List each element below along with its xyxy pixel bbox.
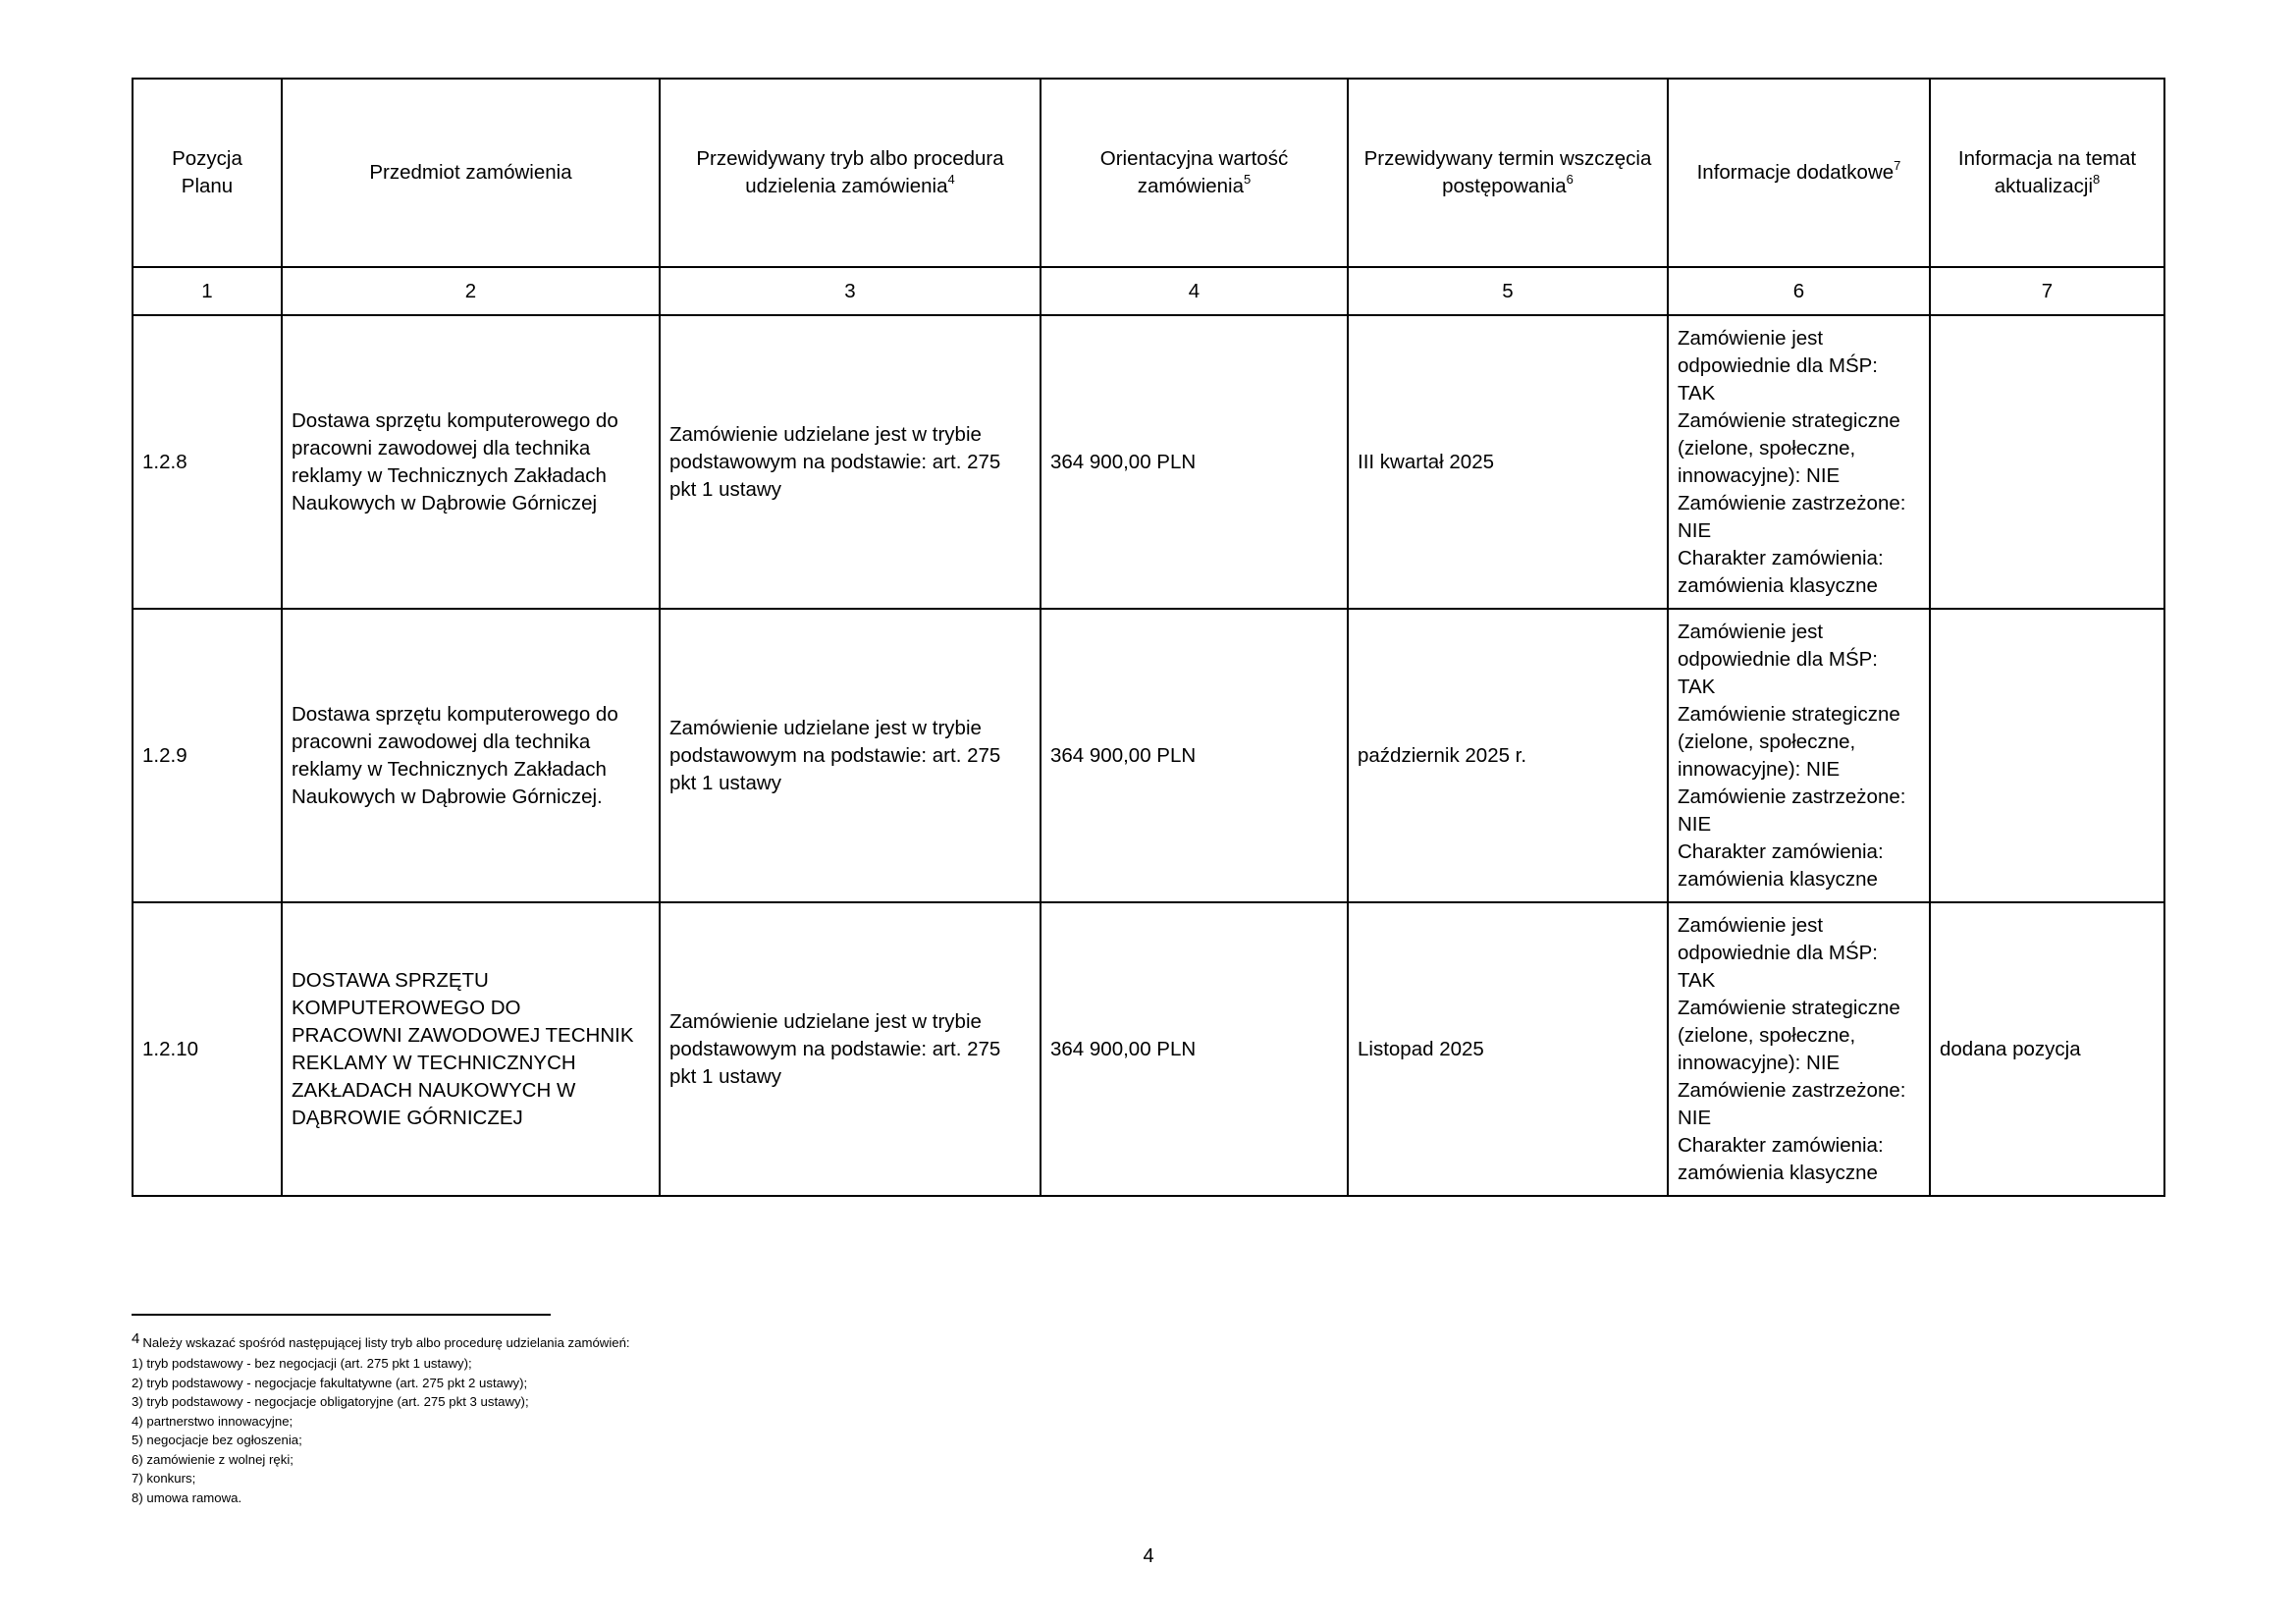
header-position	[133, 79, 282, 267]
column-number: 4	[1041, 267, 1348, 315]
column-number: 2	[282, 267, 660, 315]
cell-position: 1.2.9	[133, 609, 282, 902]
footnote-list-item: 2) tryb podstawowy - negocjacje fakultatywne (art. 275 pkt 2 ustawy);	[132, 1375, 528, 1390]
info-line: innowacyjne): NIE	[1678, 757, 1841, 781]
footnote-list-item: 6) zamówienie z wolnej ręki;	[132, 1451, 294, 1467]
header-subject-line-1: Przedmiot zamówienia	[369, 161, 572, 184]
info-line: NIE	[1678, 812, 1712, 836]
footnote-4	[132, 1328, 1309, 1354]
footnote-ref-4[interactable]: 4	[947, 172, 955, 188]
footnotes	[132, 1328, 1309, 1507]
header-term-line-1: Przewidywany termin wszczęcia	[1363, 147, 1652, 170]
subject-line: DĄBROWIE GÓRNICZEJ	[292, 1106, 523, 1129]
cell-update	[1930, 315, 2164, 609]
footnote-ref-6[interactable]: 6	[1566, 172, 1574, 188]
info-line: Zamówienie zastrzeżone:	[1678, 784, 1906, 808]
header-value-line-1: Orientacyjna wartość	[1099, 147, 1289, 170]
footnote-ref-8[interactable]: 8	[2093, 172, 2101, 188]
header-update-line-2: aktualizacji	[1994, 175, 2094, 197]
header-info-line-1: Informacje dodatkowe	[1696, 161, 1895, 184]
procedure-line: Zamówienie udzielane jest w trybie	[669, 1009, 982, 1033]
cell-subject	[282, 315, 660, 609]
cell-subject	[282, 902, 660, 1196]
cell-info	[1668, 609, 1930, 902]
subject-line: Dostawa sprzętu komputerowego do	[292, 408, 618, 432]
subject-line: DOSTAWA SPRZĘTU	[292, 968, 489, 992]
footnote-ref-5[interactable]: 5	[1244, 172, 1252, 188]
footnote-intro: Należy wskazać spośród następującej listy tryb albo procedurę udzielania zamówień:	[142, 1335, 630, 1350]
info-line: TAK	[1678, 381, 1716, 405]
procedure-line: podstawowym na podstawie: art. 275	[669, 743, 1001, 767]
footnote-mark: 4	[132, 1330, 140, 1347]
info-line: Zamówienie jest	[1678, 913, 1824, 937]
info-line: odpowiednie dla MŚP:	[1678, 353, 1878, 377]
subject-line: reklamy w Technicznych Zakładach	[292, 463, 607, 487]
cell-procedure	[660, 902, 1041, 1196]
header-update-line-1: Informacja na temat	[1957, 147, 2137, 170]
cell-value: 364 900,00 PLN	[1041, 609, 1348, 902]
header-update	[1930, 79, 2164, 267]
info-line: odpowiednie dla MŚP:	[1678, 647, 1878, 671]
header-procedure-line-2: udzielenia zamówienia	[745, 175, 948, 197]
cell-position: 1.2.8	[133, 315, 282, 609]
procedure-line: podstawowym na podstawie: art. 275	[669, 1037, 1001, 1060]
footnote-list-item: 5) negocjacje bez ogłoszenia;	[132, 1433, 302, 1447]
procedure-line: pkt 1 ustawy	[669, 771, 781, 794]
table-row	[133, 315, 2164, 609]
table-row	[133, 609, 2164, 902]
subject-line: reklamy w Technicznych Zakładach	[292, 757, 607, 781]
info-line: (zielone, społeczne,	[1678, 730, 1856, 753]
cell-update: dodana pozycja	[1930, 902, 2164, 1196]
subject-line: PRACOWNI ZAWODOWEJ TECHNIK	[292, 1023, 634, 1047]
header-position-line-1: Pozycja	[172, 147, 242, 170]
cell-subject	[282, 609, 660, 902]
procedure-line: pkt 1 ustawy	[669, 1064, 781, 1088]
info-line: Charakter zamówienia:	[1678, 1133, 1884, 1157]
info-line: NIE	[1678, 518, 1712, 542]
info-line: (zielone, społeczne,	[1678, 436, 1856, 460]
info-line: Charakter zamówienia:	[1678, 839, 1884, 863]
footnote-separator	[132, 1314, 551, 1316]
header-info	[1668, 79, 1930, 267]
subject-line: REKLAMY W TECHNICZNYCH	[292, 1051, 576, 1074]
cell-term: październik 2025 r.	[1348, 609, 1668, 902]
info-line: innowacyjne): NIE	[1678, 1051, 1841, 1074]
info-line: odpowiednie dla MŚP:	[1678, 941, 1878, 964]
info-line: Zamówienie strategiczne	[1678, 408, 1900, 432]
table-row	[133, 902, 2164, 1196]
header-value-line-2: zamówienia	[1137, 175, 1244, 197]
subject-line: Naukowych w Dąbrowie Górniczej.	[292, 784, 603, 808]
subject-line: Naukowych w Dąbrowie Górniczej	[292, 491, 598, 514]
footnote-list-item: 4) partnerstwo innowacyjne;	[132, 1413, 294, 1429]
table-header-row	[133, 79, 2164, 267]
footnote-list-item: 7) konkurs;	[132, 1471, 196, 1486]
cell-term: III kwartał 2025	[1348, 315, 1668, 609]
header-position-line-2: Planu	[181, 175, 234, 197]
info-line: Zamówienie jest	[1678, 326, 1824, 350]
info-line: TAK	[1678, 968, 1716, 992]
procedure-line: podstawowym na podstawie: art. 275	[669, 450, 1001, 473]
subject-line: ZAKŁADACH NAUKOWYCH W	[292, 1078, 576, 1102]
column-number: 1	[133, 267, 282, 315]
procurement-plan-table	[132, 78, 2165, 1197]
column-number: 5	[1348, 267, 1668, 315]
cell-term: Listopad 2025	[1348, 902, 1668, 1196]
cell-update	[1930, 609, 2164, 902]
procedure-line: Zamówienie udzielane jest w trybie	[669, 716, 982, 739]
info-line: innowacyjne): NIE	[1678, 463, 1841, 487]
page-number: 4	[1143, 1545, 1154, 1567]
subject-line: pracowni zawodowej dla technika	[292, 436, 591, 460]
info-line: Zamówienie strategiczne	[1678, 702, 1900, 726]
column-number: 6	[1668, 267, 1930, 315]
info-line: zamówienia klasyczne	[1678, 1161, 1878, 1184]
info-line: TAK	[1678, 675, 1716, 698]
info-line: Zamówienie zastrzeżone:	[1678, 1078, 1906, 1102]
subject-line: KOMPUTEROWEGO DO	[292, 996, 521, 1019]
header-term	[1348, 79, 1668, 267]
info-line: Zamówienie jest	[1678, 620, 1824, 643]
info-line: Zamówienie strategiczne	[1678, 996, 1900, 1019]
subject-line: Dostawa sprzętu komputerowego do	[292, 702, 618, 726]
footnote-list-item: 3) tryb podstawowy - negocjacje obligatoryjne (art. 275 pkt 3 ustawy);	[132, 1394, 529, 1409]
info-line: Charakter zamówienia:	[1678, 546, 1884, 569]
header-value	[1041, 79, 1348, 267]
info-line: zamówienia klasyczne	[1678, 867, 1878, 891]
header-term-line-2: postępowania	[1442, 175, 1567, 197]
procedure-line: Zamówienie udzielane jest w trybie	[669, 422, 982, 446]
cell-procedure	[660, 609, 1041, 902]
cell-info	[1668, 902, 1930, 1196]
info-line: (zielone, społeczne,	[1678, 1023, 1856, 1047]
column-number-row	[133, 267, 2164, 315]
footnote-ref-7[interactable]: 7	[1894, 158, 1901, 174]
info-line: zamówienia klasyczne	[1678, 573, 1878, 597]
footnote-list-item: 1) tryb podstawowy - bez negocjacji (art. 275 pkt 1 ustawy);	[132, 1356, 472, 1371]
info-line: NIE	[1678, 1106, 1712, 1129]
procedure-line: pkt 1 ustawy	[669, 477, 781, 501]
column-number: 3	[660, 267, 1041, 315]
column-number: 7	[1930, 267, 2164, 315]
cell-value: 364 900,00 PLN	[1041, 315, 1348, 609]
cell-info	[1668, 315, 1930, 609]
header-procedure-line-1: Przewidywany tryb albo procedura	[696, 147, 1004, 170]
header-subject	[282, 79, 660, 267]
cell-position: 1.2.10	[133, 902, 282, 1196]
cell-procedure	[660, 315, 1041, 609]
subject-line: pracowni zawodowej dla technika	[292, 730, 591, 753]
footnote-list-item: 8) umowa ramowa.	[132, 1489, 242, 1505]
header-procedure	[660, 79, 1041, 267]
cell-value: 364 900,00 PLN	[1041, 902, 1348, 1196]
info-line: Zamówienie zastrzeżone:	[1678, 491, 1906, 514]
